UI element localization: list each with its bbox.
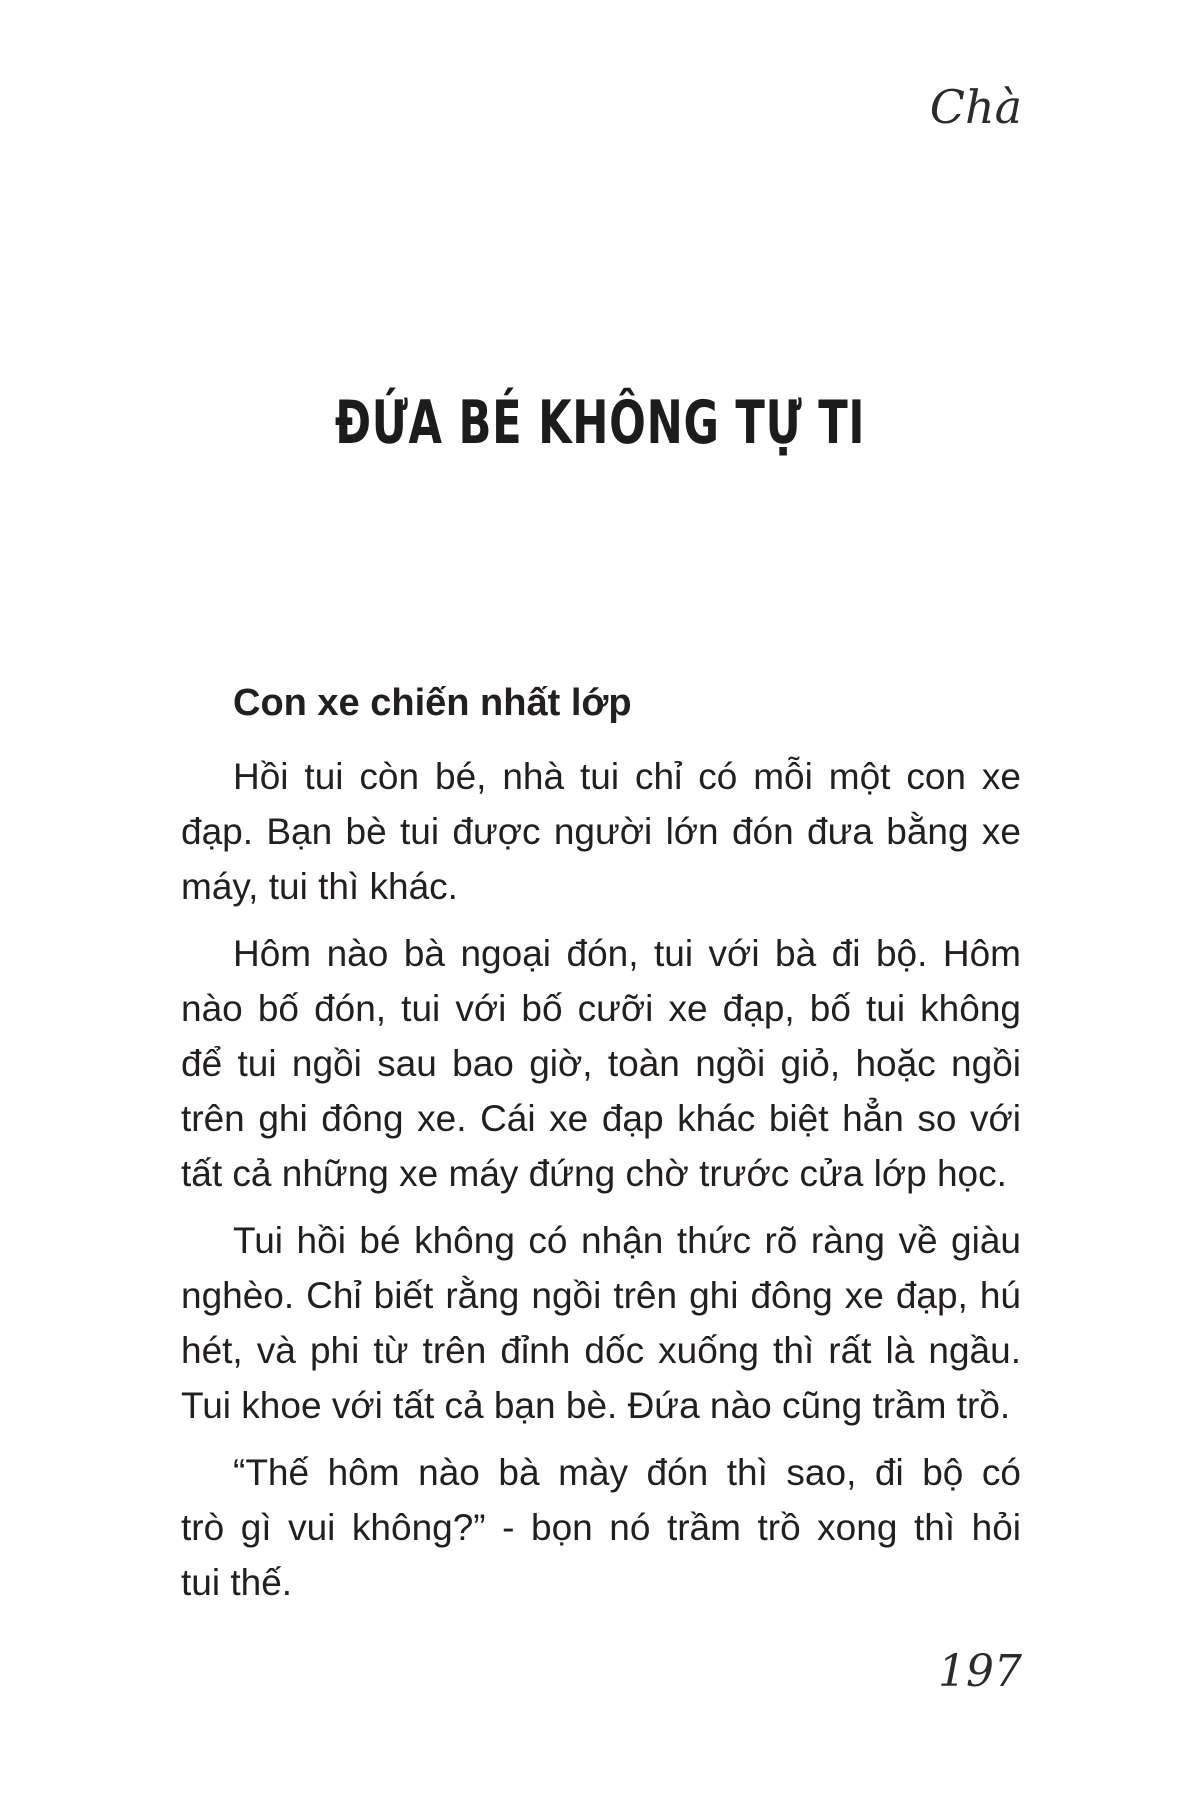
paragraphs xyxy=(181,749,1021,1610)
text-line: Tui khoe với tất cả bạn bè. Đứa nào cũng trầm trồ. xyxy=(181,1385,1011,1426)
text-line: tui thế. xyxy=(181,1562,293,1603)
text-line: nghèo. Chỉ biết rằng ngồi trên ghi đông xe đạp, hú xyxy=(181,1275,1021,1316)
text-line: tất cả những xe máy đứng chờ trước cửa lớp học. xyxy=(181,1153,1007,1194)
paragraph xyxy=(181,1445,1021,1610)
text-line: Hồi tui còn bé, nhà tui chỉ có mỗi một con xe xyxy=(233,756,1021,797)
page-number: 197 xyxy=(938,1646,1022,1697)
text-line: Hôm nào bà ngoại đón, tui với bà đi bộ. Hôm xyxy=(233,933,1021,974)
chapter-title: ĐỨA BÉ KHÔNG TỰ TI xyxy=(334,388,866,458)
page-content xyxy=(181,676,1021,1622)
text-line: Tui hồi bé không có nhận thức rõ ràng về giàu xyxy=(233,1220,1021,1261)
text-line: hét, và phi từ trên đỉnh dốc xuống thì rất là ngầu. xyxy=(181,1330,1021,1371)
text-line: để tui ngồi sau bao giờ, toàn ngồi giỏ, hoặc ngồi xyxy=(181,1043,1021,1084)
text-line: trò gì vui không?” - bọn nó trầm trồ xong thì hỏi xyxy=(181,1507,1021,1548)
running-header: Chà xyxy=(929,80,1022,134)
text-line: nào bố đón, tui với bố cưỡi xe đạp, bố tui không xyxy=(181,988,1021,1029)
text-line: trên ghi đông xe. Cái xe đạp khác biệt hẳn so với xyxy=(181,1098,1021,1139)
text-line: đạp. Bạn bè tui được người lớn đón đưa bằng xe xyxy=(181,811,1021,852)
text-line: “Thế hôm nào bà mày đón thì sao, đi bộ có xyxy=(233,1452,1021,1493)
paragraph xyxy=(181,1213,1021,1433)
section-heading: Con xe chiến nhất lớp xyxy=(233,682,632,724)
paragraph xyxy=(181,749,1021,914)
text-line: máy, tui thì khác. xyxy=(181,866,458,907)
paragraph xyxy=(181,926,1021,1201)
